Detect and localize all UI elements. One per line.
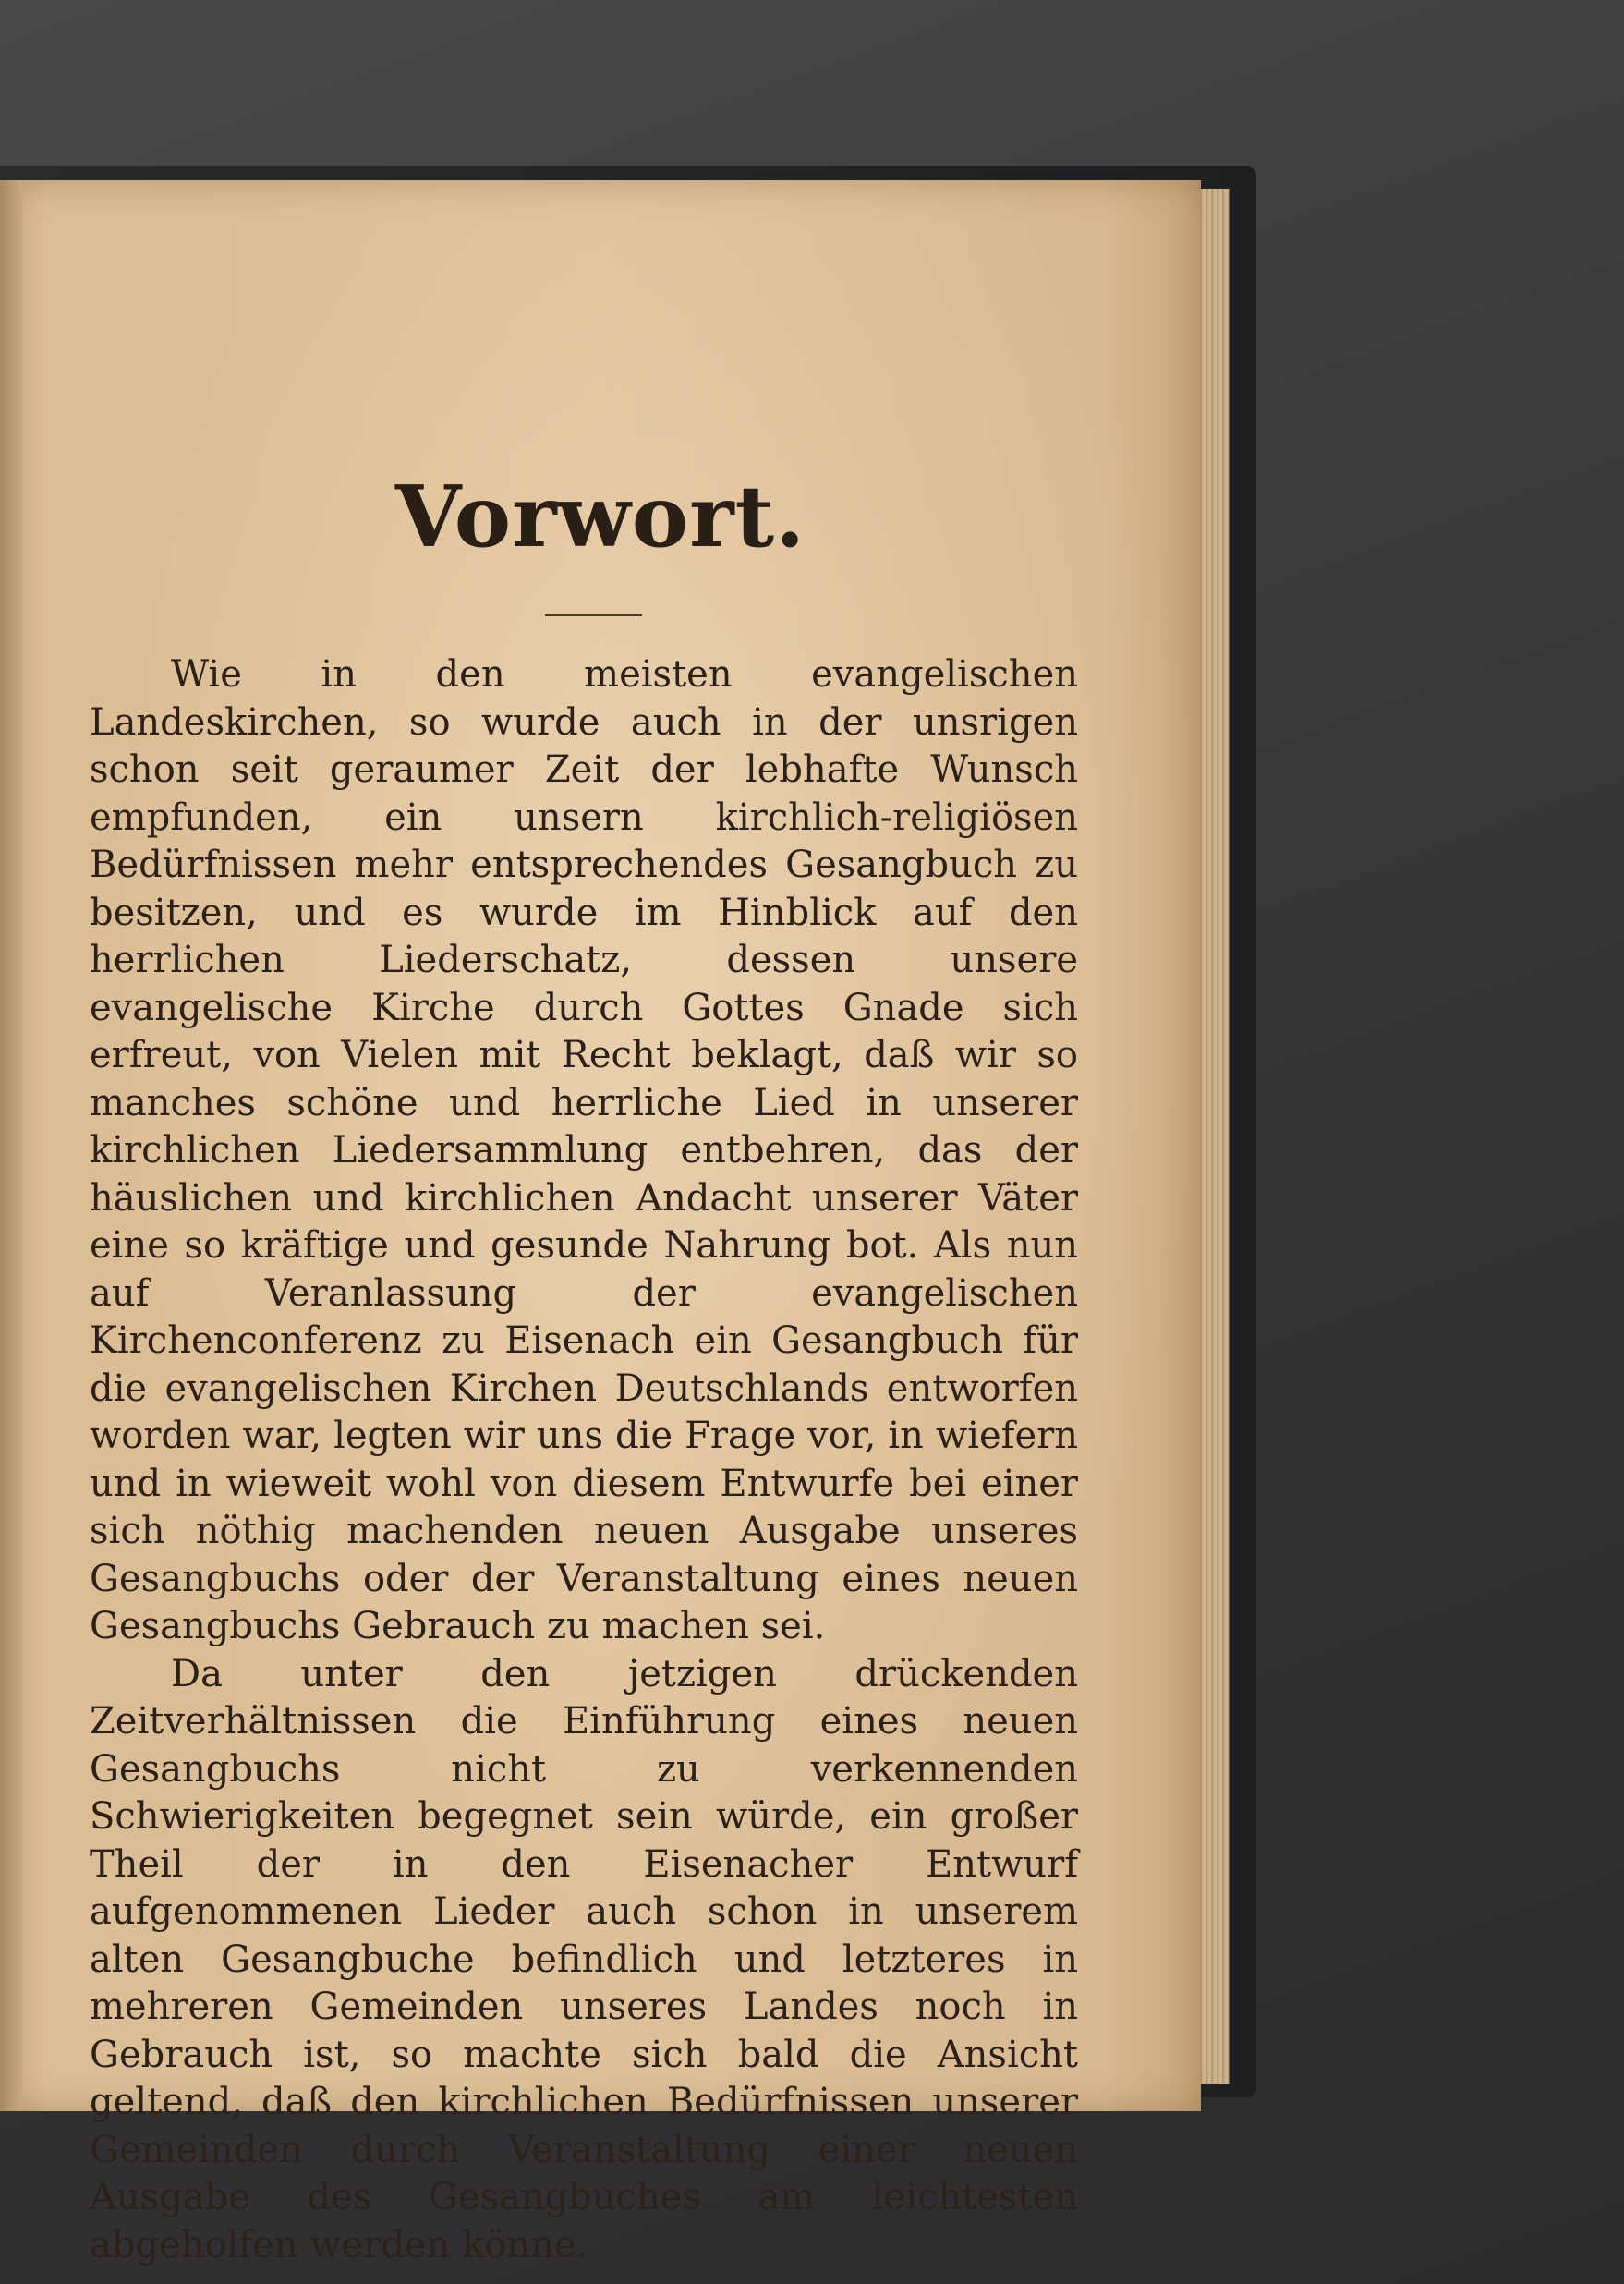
book-page [0,180,1201,2266]
page-body [90,651,1078,2269]
title-divider [545,614,642,616]
paragraph-1: Wie in den meisten evangelischen Landeskirchen, so wurde auch in der unsrigen schon seit geraumer Zeit der lebhafte Wunsch empfunden, ein unsern kirchlich-religiösen Bedürfnissen mehr entsprechendes Gesangbuch zu besitzen, und es wurde im Hinblick auf den herrlichen Liederschatz, dessen unsere evangelische Kirche durch Gottes Gnade sich erfreut, von Vielen mit Recht beklagt, daß wir so manches schöne und herrliche Lied in unserer kirchlichen Liedersammlung entbehren, das der häuslichen und kirchlichen Andacht unserer Väter eine so kräftige und gesunde Nahrung bot. Als nun auf Veranlassung der evangelischen Kirchenconferenz zu Eisenach ein Gesangbuch für die evangelischen Kirchen Deutschlands entworfen worden war, legten wir uns die Frage vor, in wiefern und in wieweit wohl von diesem Entwurfe bei einer sich nöthig machenden neuen Ausgabe unseres Gesangbuchs oder der Veranstaltung eines neuen Gesangbuchs Gebrauch zu machen sei. [90,653,1078,1647]
paragraph-2: Da unter den jetzigen drückenden Zeitverhältnissen die Einführung eines neuen Gesangbuchs nicht zu verkennenden Schwierigkeiten begegnet sein würde, ein großer Theil der in den Eisenacher Entwurf aufgenommenen Lieder auch schon in unserem alten Gesangbuche befindlich und letzteres in mehreren Gemeinden unseres Landes noch in Gebrauch ist, so machte sich bald die Ansicht geltend, daß den kirchlichen Bedürfnissen unserer Gemeinden durch Veranstaltung einer neuen Ausgabe des Gesangbuches am leichtesten abgeholfen werden könne. [90,1652,1078,2266]
page-title: Vorwort. [394,467,806,566]
